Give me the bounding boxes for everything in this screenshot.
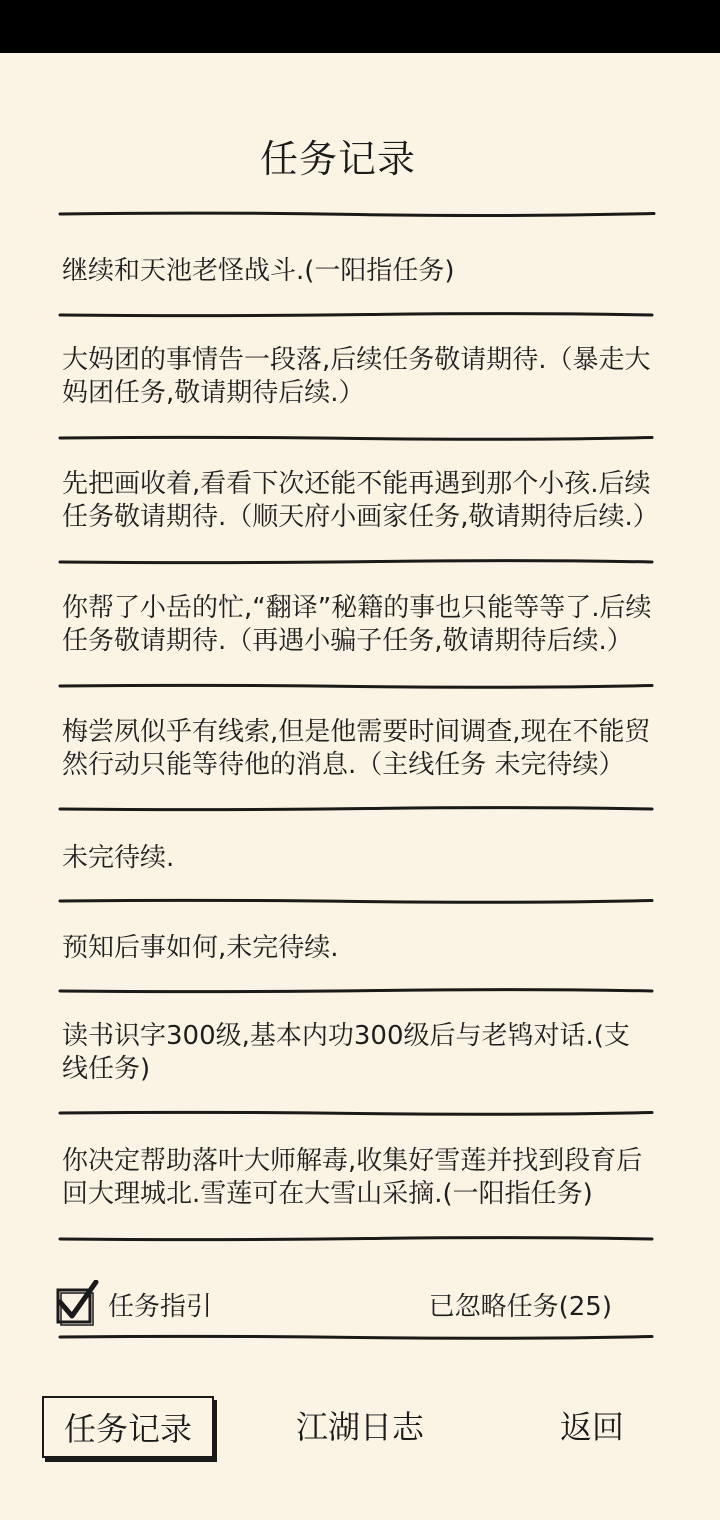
divider	[58, 988, 656, 994]
task-guide-label[interactable]: 任务指引	[108, 1292, 213, 1322]
task-item-4: 你帮了小岳的忙,“翻译”秘籍的事也只能等等了.后续任务敬请期待.（再遇小骗子任务,敬请期待后续.）	[62, 593, 652, 656]
status-bar	[0, 0, 720, 53]
task-guide-checkbox[interactable]	[54, 1280, 100, 1326]
divider	[58, 1334, 656, 1340]
divider	[58, 559, 656, 565]
task-item-9: 你决定帮助落叶大师解毒,收集好雪莲并找到段育后回大理城北.雪莲可在大雪山采摘.(一阳指任务)	[62, 1146, 643, 1209]
divider	[58, 898, 656, 904]
page-title: 任务记录	[259, 137, 416, 181]
divider	[58, 683, 656, 689]
divider	[58, 1236, 656, 1242]
tab-jianghu-log[interactable]: 江湖日志	[295, 1408, 424, 1446]
task-item-8: 读书识字300级,基本内功300级后与老鸨对话.(支线任务)	[62, 1021, 630, 1084]
task-item-7: 预知后事如何,未完待续.	[62, 933, 339, 963]
task-item-6: 未完待续.	[62, 843, 175, 873]
tab-task-record[interactable]: 任务记录	[42, 1396, 214, 1458]
divider	[58, 435, 656, 441]
task-item-1: 继续和天池老怪战斗.(一阳指任务)	[62, 256, 455, 286]
task-item-5: 梅尝夙似乎有线索,但是他需要时间调查,现在不能贸然行动只能等待他的消息.（主线任务 未完待续）	[62, 717, 651, 780]
task-item-3: 先把画收着,看看下次还能不能再遇到那个小孩.后续任务敬请期待.（顺天府小画家任务,敬请期待后续.）	[62, 469, 659, 532]
task-options-row	[54, 1278, 658, 1330]
checkmark-icon	[54, 1280, 100, 1326]
divider	[58, 312, 656, 318]
task-item-2: 大妈团的事情告一段落,后续任务敬请期待.（暴走大妈团任务,敬请期待后续.）	[62, 345, 651, 408]
ignored-tasks-button[interactable]: 已忽略任务(25)	[428, 1292, 612, 1322]
back-button[interactable]: 返回	[559, 1408, 624, 1446]
bottom-nav	[0, 1396, 720, 1462]
divider	[58, 806, 656, 812]
divider	[58, 1110, 656, 1116]
divider	[58, 211, 656, 217]
